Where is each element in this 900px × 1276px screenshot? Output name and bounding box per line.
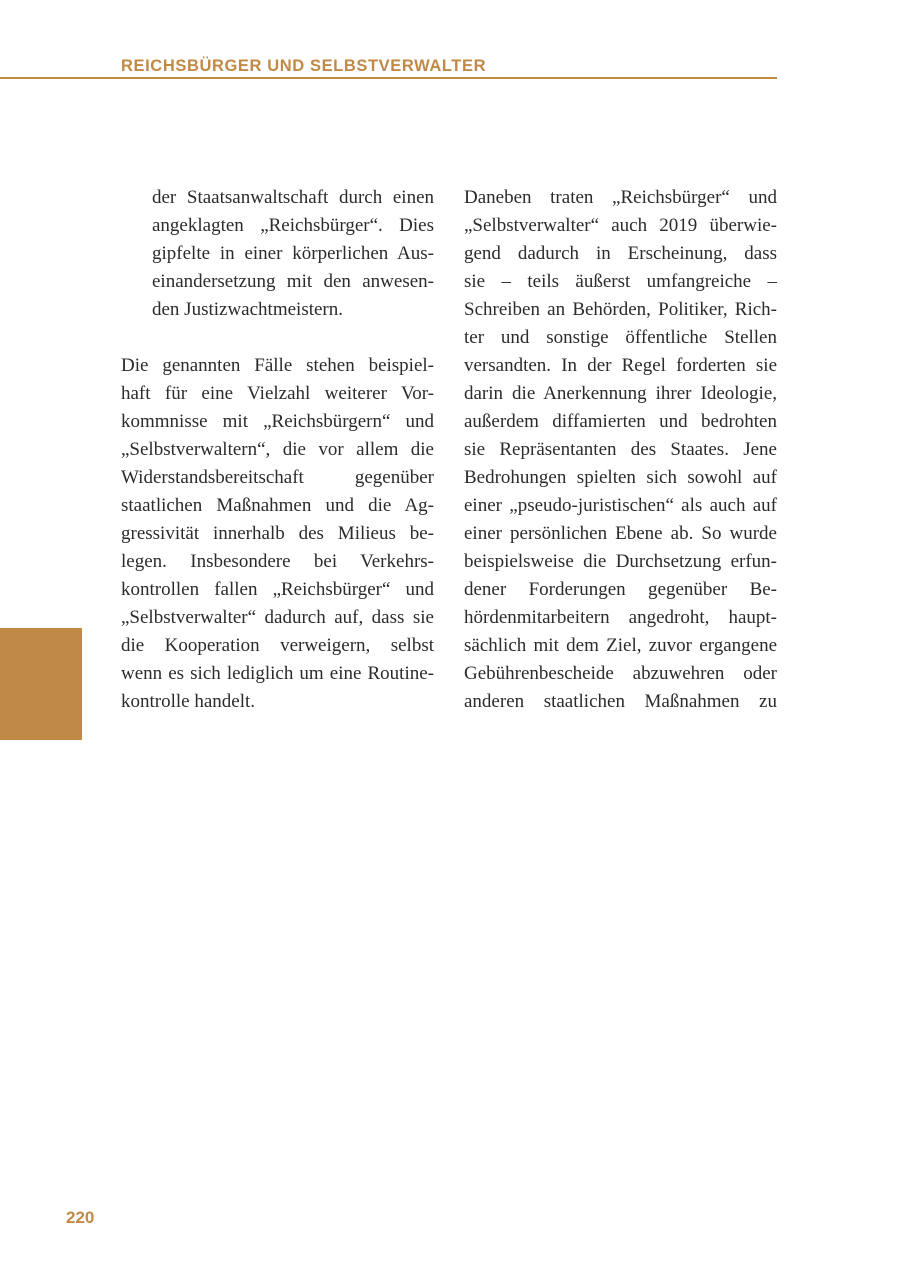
chapter-marker-tab — [0, 628, 82, 740]
paragraph-line: „Selbstverwalter“ dadurch auf, dass sie — [121, 607, 434, 628]
paragraph-line: „Selbstverwaltern“, die vor allem die — [121, 439, 434, 460]
paragraph-line: Gebührenbescheide abzuwehren oder — [464, 663, 777, 684]
quote-line: gipfelte in einer körperlichen Aus- — [152, 243, 434, 264]
paragraph-line: Die genannten Fälle stehen beispiel- — [121, 355, 434, 376]
header-rule — [0, 77, 777, 79]
paragraph-line: kommnisse mit „Reichsbürgern“ und — [121, 411, 434, 432]
paragraph-line: Widerstandsbereitschaft gegenüber — [121, 467, 434, 488]
right-column — [464, 184, 777, 716]
body-paragraph — [121, 352, 434, 716]
paragraph-line: kontrolle handelt. — [121, 691, 256, 712]
paragraph-line: hördenmitarbeitern angedroht, haupt- — [464, 607, 777, 628]
paragraph-line: gend dadurch in Erscheinung, dass — [464, 243, 777, 264]
quote-line: den Justizwachtmeistern. — [152, 299, 344, 320]
quote-line: einandersetzung mit den anwesen- — [152, 271, 434, 292]
paragraph-line: einer „pseudo-juristischen“ als auch auf — [464, 495, 777, 516]
paragraph-line: Daneben traten „Reichsbürger“ und — [464, 187, 777, 208]
running-header: REICHSBÜRGER UND SELBSTVERWALTER — [121, 57, 487, 75]
paragraph-line: dener Forderungen gegenüber Be- — [464, 579, 777, 600]
paragraph-line: außerdem diffamierten und bedrohten — [464, 411, 777, 432]
quote-block — [121, 184, 434, 324]
paragraph-line: wenn es sich lediglich um eine Routine- — [121, 663, 434, 684]
paragraph-line: versandten. In der Regel forderten sie — [464, 355, 777, 376]
paragraph-line: sie – teils äußerst umfangreiche – — [464, 271, 777, 292]
paragraph-line: gressivität innerhalb des Milieus be- — [121, 523, 434, 544]
paragraph-line: anderen staatlichen Maßnahmen zu — [464, 691, 777, 712]
paragraph-line: Schreiben an Behörden, Politiker, Rich- — [464, 299, 777, 320]
paragraph-line: ter und sonstige öffentliche Stellen — [464, 327, 777, 348]
paragraph-line: sie Repräsentanten des Staates. Jene — [464, 439, 777, 460]
paragraph-line: kontrollen fallen „Reichsbürger“ und — [121, 579, 434, 600]
quote-line: der Staatsanwaltschaft durch einen — [152, 187, 434, 208]
paragraph-line: einer persönlichen Ebene ab. So wurde — [464, 523, 777, 544]
paragraph-line: staatlichen Maßnahmen und die Ag- — [121, 495, 434, 516]
paragraph-line: „Selbstverwalter“ auch 2019 überwie- — [464, 215, 777, 236]
paragraph-line: legen. Insbesondere bei Verkehrs- — [121, 551, 434, 572]
paragraph-line: haft für eine Vielzahl weiterer Vor- — [121, 383, 434, 404]
page-number: 220 — [66, 1208, 95, 1227]
paragraph-line: sächlich mit dem Ziel, zuvor ergangene — [464, 635, 777, 656]
paragraph-line: Bedrohungen spielten sich sowohl auf — [464, 467, 777, 488]
paragraph-line: darin die Anerkennung ihrer Ideologie, — [464, 383, 777, 404]
paragraph-gap — [121, 324, 434, 352]
paragraph-line: beispielsweise die Durchsetzung erfun- — [464, 551, 777, 572]
quote-line: angeklagten „Reichsbürger“. Dies — [152, 215, 434, 236]
left-column — [121, 184, 434, 716]
body-paragraph — [464, 184, 777, 716]
paragraph-line: die Kooperation verweigern, selbst — [121, 635, 434, 656]
